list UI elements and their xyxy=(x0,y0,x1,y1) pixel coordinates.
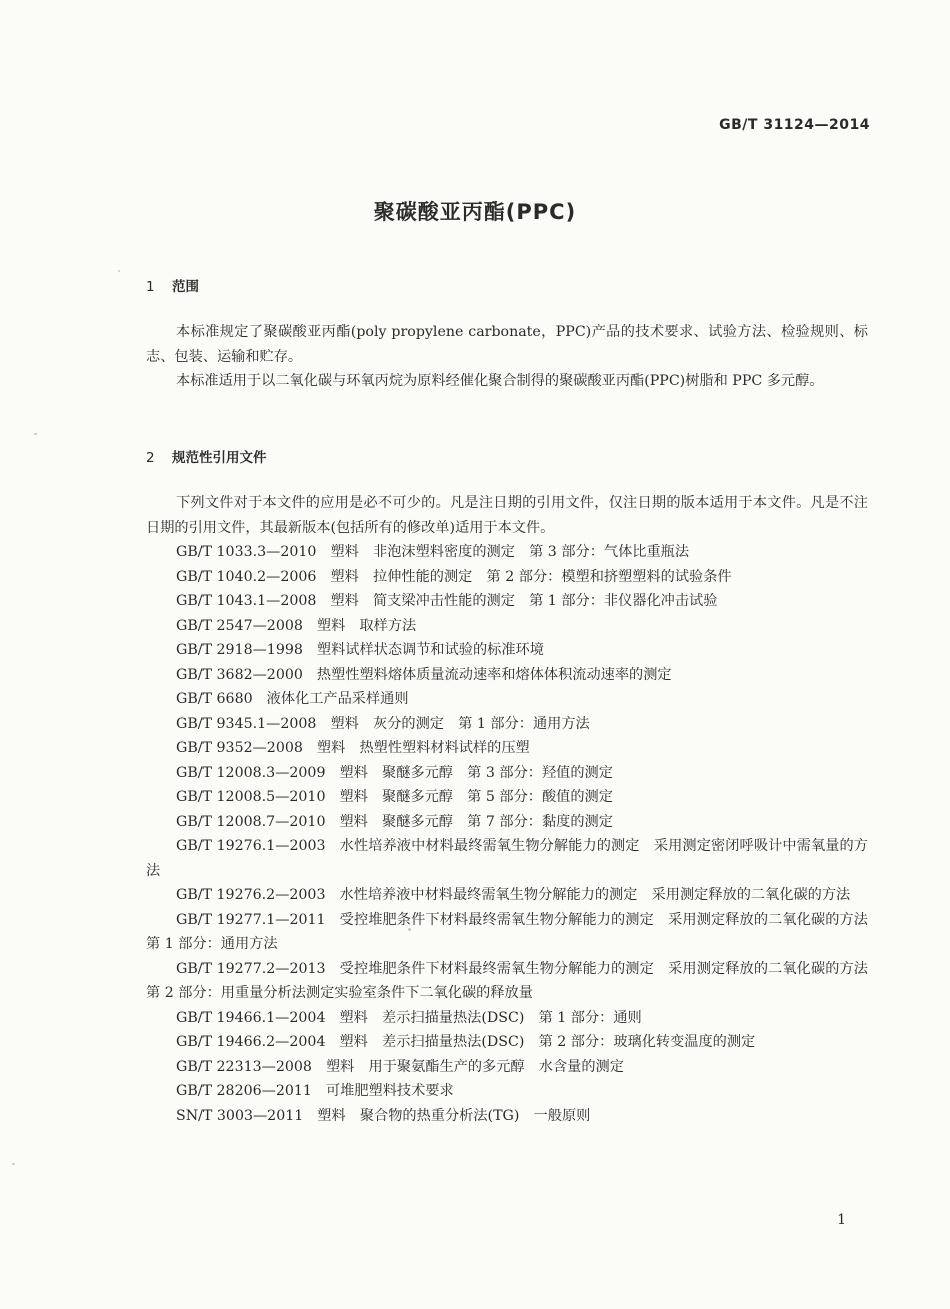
reference-title: 塑料 聚醚多元醇 第 3 部分：羟值的测定 xyxy=(339,764,613,781)
reference-title: 液体化工产品采样通则 xyxy=(266,691,409,707)
reference-item xyxy=(146,810,868,835)
reference-item xyxy=(146,834,868,883)
scope-paragraph-2: 本标准适用于以二氧化碳与环氧丙烷为原料经催化聚合制得的聚碳酸亚丙酯(PPC)树脂和 PPC 多元醇。 xyxy=(176,373,824,389)
reference-title: 水性培养液中材料最终需氧生物分解能力的测定 采用测定密闭呼吸计中需氧量的方法 xyxy=(146,838,868,879)
scan-speck xyxy=(12,1163,15,1165)
reference-code: GB/T 9352—2008 xyxy=(176,740,303,756)
reference-item xyxy=(146,565,868,590)
reference-item xyxy=(146,687,868,712)
reference-code: GB/T 19277.2—2013 xyxy=(176,960,326,977)
reference-code: GB/T 3682—2000 xyxy=(176,666,303,683)
reference-title: 水性培养液中材料最终需氧生物分解能力的测定 采用测定释放的二氧化碳的方法 xyxy=(339,887,851,903)
reference-title: 塑料 差示扫描量热法(DSC) 第 1 部分：通则 xyxy=(339,1009,642,1026)
reference-title: 塑料 聚醚多元醇 第 5 部分：酸值的测定 xyxy=(339,789,613,805)
section-1-title: 范围 xyxy=(172,279,199,295)
references-intro: 下列文件对于本文件的应用是必不可少的。凡是注日期的引用文件，仅注日期的版本适用于本文件。凡是不注日期的引用文件，其最新版本(包括所有的修改单)适用于本文件。 xyxy=(146,495,868,536)
reference-item xyxy=(146,1079,868,1104)
section-1-number: 1 xyxy=(146,279,155,295)
reference-title: 热塑性塑料熔体质量流动速率和熔体体积流动速率的测定 xyxy=(316,666,672,683)
reference-item xyxy=(146,540,868,565)
reference-code: GB/T 1033.3—2010 xyxy=(176,544,317,560)
reference-item xyxy=(146,712,868,737)
reference-title: 塑料 聚合物的热重分析法(TG) 一般原则 xyxy=(317,1107,591,1124)
reference-item xyxy=(146,614,868,639)
reference-title: 可堆肥塑料技术要求 xyxy=(325,1083,454,1099)
reference-item xyxy=(146,1104,868,1129)
reference-title: 塑料 取样方法 xyxy=(316,617,417,634)
reference-title: 塑料 聚醚多元醇 第 7 部分：黏度的测定 xyxy=(339,813,613,830)
reference-title: 塑料 简支梁冲击性能的测定 第 1 部分：非仪器化冲击试验 xyxy=(330,593,718,609)
section-1-heading xyxy=(146,275,199,295)
reference-title: 塑料 差示扫描量热法(DSC) 第 2 部分：玻璃化转变温度的测定 xyxy=(339,1034,756,1050)
reference-code: GB/T 1043.1—2008 xyxy=(176,593,317,609)
reference-code: GB/T 19276.1—2003 xyxy=(176,838,326,854)
reference-item xyxy=(146,908,883,957)
scan-speck xyxy=(34,433,37,435)
reference-item xyxy=(146,957,883,1006)
reference-item xyxy=(146,883,868,908)
reference-item xyxy=(146,663,868,688)
page-number: 1 xyxy=(837,1212,846,1228)
reference-code: GB/T 2918—1998 xyxy=(176,642,303,658)
reference-item xyxy=(146,638,868,663)
reference-code: GB/T 9345.1—2008 xyxy=(176,715,317,732)
reference-code: GB/T 2547—2008 xyxy=(176,617,303,634)
reference-item xyxy=(146,589,868,614)
reference-item xyxy=(146,736,868,761)
reference-code: GB/T 12008.5—2010 xyxy=(176,789,326,805)
standard-code: GB/T 31124—2014 xyxy=(719,117,870,133)
reference-item xyxy=(146,1055,868,1080)
reference-code: GB/T 12008.7—2010 xyxy=(176,813,326,830)
reference-code: GB/T 12008.3—2009 xyxy=(176,764,326,781)
reference-code: GB/T 22313—2008 xyxy=(176,1058,312,1075)
section-2-title: 规范性引用文件 xyxy=(172,450,267,466)
reference-code: GB/T 6680 xyxy=(176,691,253,707)
reference-code: GB/T 19466.2—2004 xyxy=(176,1034,326,1050)
reference-code: SN/T 3003—2011 xyxy=(176,1107,304,1124)
reference-item xyxy=(146,1030,868,1055)
reference-code: GB/T 28206—2011 xyxy=(176,1083,312,1099)
reference-item xyxy=(146,785,868,810)
reference-title: 塑料 用于聚氨酯生产的多元醇 水含量的测定 xyxy=(325,1058,624,1075)
scan-speck xyxy=(118,270,120,272)
reference-title: 塑料试样状态调节和试验的标准环境 xyxy=(316,642,544,658)
reference-item xyxy=(146,1006,868,1031)
section-2-heading xyxy=(146,446,267,466)
scan-speck xyxy=(408,928,411,931)
reference-code: GB/T 19277.1—2011 xyxy=(176,911,326,928)
scope-paragraph-1: 本标准规定了聚碳酸亚丙酯(poly propylene carbonate，PPC)产品的技术要求、试验方法、检验规则、标志、包装、运输和贮存。 xyxy=(146,324,868,365)
reference-code: GB/T 19466.1—2004 xyxy=(176,1009,326,1026)
reference-title: 受控堆肥条件下材料最终需氧生物分解能力的测定 采用测定释放的二氧化碳的方法 第 1 部分：通用方法 xyxy=(146,911,883,952)
reference-title: 塑料 非泡沫塑料密度的测定 第 3 部分：气体比重瓶法 xyxy=(330,544,690,560)
reference-code: GB/T 1040.2—2006 xyxy=(176,568,317,585)
reference-title: 塑料 灰分的测定 第 1 部分：通用方法 xyxy=(330,715,590,732)
reference-title: 塑料 热塑性塑料材料试样的压塑 xyxy=(316,740,530,756)
reference-code: GB/T 19276.2—2003 xyxy=(176,887,326,903)
reference-item xyxy=(146,761,868,786)
reference-title: 受控堆肥条件下材料最终需氧生物分解能力的测定 采用测定释放的二氧化碳的方法 第 2 部分：用重量分析法测定实验室条件下二氧化碳的释放量 xyxy=(146,960,883,1001)
document-title: 聚碳酸亚丙酯(PPC) xyxy=(373,200,577,224)
reference-title: 塑料 拉伸性能的测定 第 2 部分：模塑和挤塑塑料的试验条件 xyxy=(330,568,732,585)
section-2-number: 2 xyxy=(146,450,155,466)
reference-list xyxy=(146,540,883,1128)
